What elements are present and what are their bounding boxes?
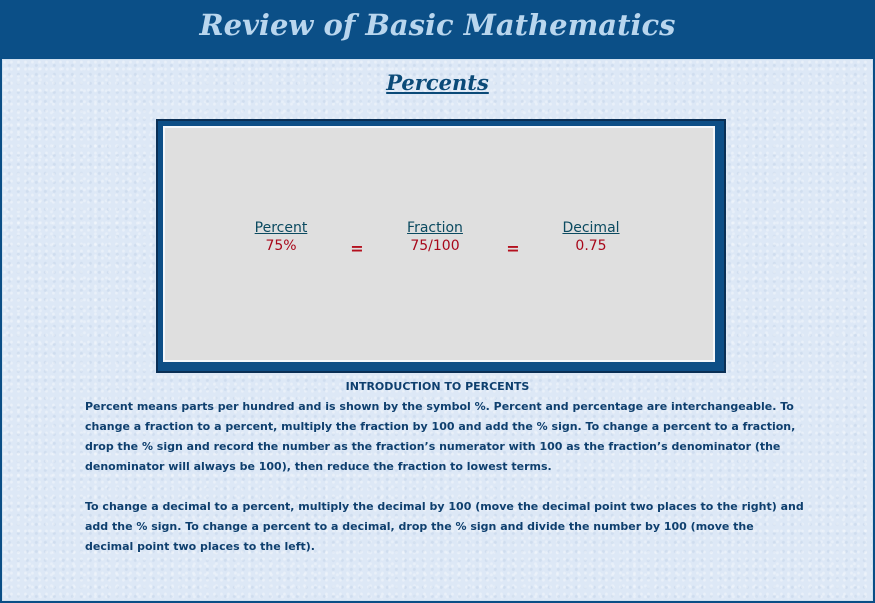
percent-value: 75%	[265, 238, 297, 254]
header-bar	[0, 0, 875, 58]
intro-paragraph: To change a decimal to a percent, multiply the decimal by 100 (move the decimal point two places to the right) and add the % sign. To change a percent to a decimal, drop the % sign and divide the number by 100 (move the decimal point two places to the left).	[85, 500, 804, 553]
equals-sign: =	[350, 239, 364, 258]
percent-column	[221, 220, 341, 254]
equivalence-frame	[156, 119, 726, 373]
section-title: Percents	[386, 70, 489, 95]
percent-heading: Percent	[254, 220, 308, 236]
decimal-column	[531, 220, 651, 254]
content-panel	[2, 59, 873, 601]
fraction-value: 75/100	[410, 238, 460, 254]
fraction-column	[375, 220, 495, 254]
fraction-heading: Fraction	[407, 220, 463, 236]
decimal-value: 0.75	[575, 238, 607, 254]
equivalence-box	[163, 126, 715, 362]
decimal-heading: Decimal	[562, 220, 620, 236]
intro-heading: INTRODUCTION TO PERCENTS	[345, 380, 530, 393]
equals-sign: =	[506, 239, 520, 258]
page-title: Review of Basic Mathematics	[199, 8, 676, 42]
intro-paragraph: Percent means parts per hundred and is shown by the symbol %. Percent and percentage are interchangeable. To change a fraction to a percent, multiply the fraction by 100 and add the % sign. To change a percent to a fraction, drop the % sign and record the number as the fraction’s numerator with 100 as the fraction’s denominator (the denominator will always be 100), then reduce the fraction to lowest terms.	[85, 400, 796, 473]
